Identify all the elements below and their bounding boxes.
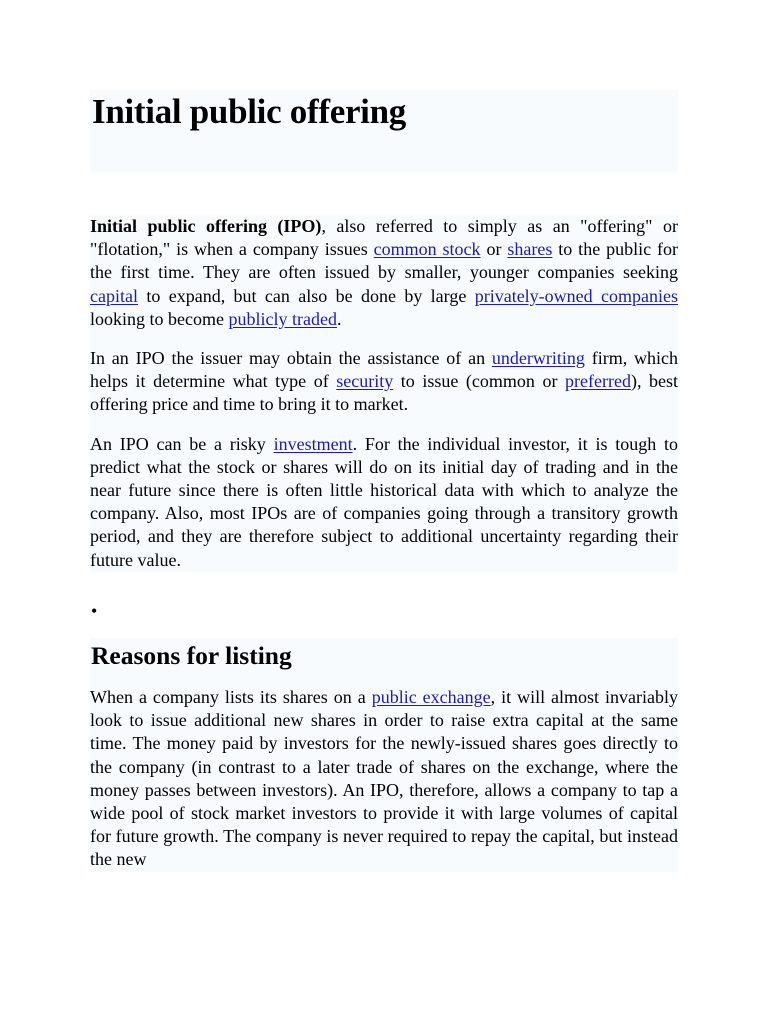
section-heading: Reasons for listing — [91, 641, 292, 670]
text-run: firm, which helps it determine what type of — [90, 348, 679, 392]
article — [90, 90, 678, 572]
reasons-section — [90, 638, 678, 872]
text-run: to issue (common or — [393, 371, 565, 392]
text-run: . — [336, 308, 342, 329]
link-privately-owned-companies[interactable]: privately-owned companies — [474, 285, 678, 306]
link-capital[interactable]: capital — [90, 285, 138, 306]
text-run: ), best offering price and time to bring it to market. — [90, 371, 678, 415]
text-run: to the public for the first time. They are often issued by smaller, younger companies seeking — [90, 239, 678, 283]
link-investment[interactable]: investment — [273, 433, 353, 454]
link-public-exchange[interactable]: public exchange — [371, 687, 491, 707]
link-preferred[interactable]: preferred — [565, 371, 631, 392]
link-publicly-traded[interactable]: publicly traded — [228, 308, 337, 329]
text-run: . For the individual investor, it is tough to predict what the stock or shares will do on its initial day of trading and in the near future since there is often little historical data with which to analyze the company. Also, most IPOs are of companies going through a transitory growth period, and they are therefore subject to additional uncertainty regarding their future value. — [90, 433, 678, 570]
link-underwriting[interactable]: underwriting — [491, 348, 585, 369]
reasons-paragraph — [90, 686, 678, 872]
text-run: looking to become — [90, 308, 229, 329]
title-block — [90, 90, 678, 172]
text-run: to expand, but can also be done by large — [137, 285, 475, 306]
link-common-stock[interactable]: common stock — [373, 239, 481, 260]
text-run: , also referred to simply as an "offering" or "flotation," is when a company issues — [90, 216, 678, 260]
bullet-marker: • — [91, 601, 98, 621]
text-run: In an IPO the issuer may obtain the assistance of an — [90, 348, 492, 369]
text-run: , it will almost invariably look to issue additional new shares in order to raise extra capital at the same time. The money paid by investors for the newly-issued shares goes directly to the company (in contrast to a later trade of shares on the exchange, where the money passes between investors). An IPO, therefore, allows a company to tap a wide pool of stock market investors to provide it with large volumes of capital for future growth. The company is never required to repay the capital, but instead the new — [90, 687, 678, 870]
page-title: Initial public offering — [92, 92, 406, 131]
text-run: When a company lists its shares on a — [90, 687, 372, 707]
link-shares[interactable]: shares — [507, 239, 553, 260]
intro-section — [90, 215, 678, 572]
underwriting-paragraph — [90, 347, 678, 417]
text-run: or — [480, 239, 508, 260]
link-security[interactable]: security — [336, 371, 394, 392]
term-bold: Initial public offering (IPO) — [90, 216, 322, 236]
risk-paragraph — [90, 433, 678, 572]
text-run: An IPO can be a risky — [90, 433, 274, 454]
intro-paragraph — [90, 215, 678, 331]
